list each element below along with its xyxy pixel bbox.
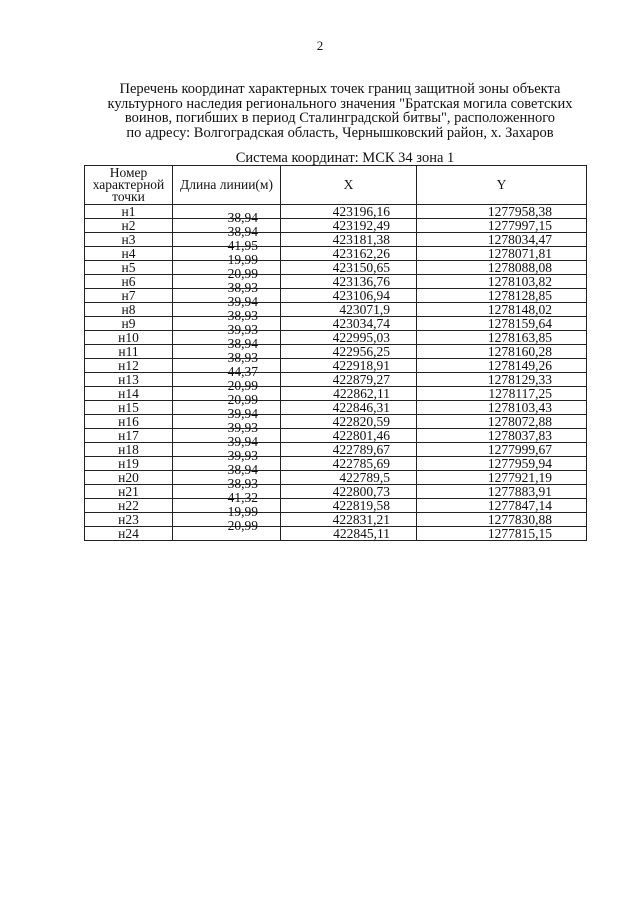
y-coordinate-cell: 1278128,85: [417, 289, 587, 303]
point-name-cell: н24: [85, 527, 173, 541]
table-row: [85, 513, 587, 527]
y-coordinate-cell: 1277959,94: [417, 457, 587, 471]
point-name-cell: н5: [85, 261, 173, 275]
header-y: Y: [417, 166, 587, 205]
line-length-cell: [173, 359, 281, 379]
x-coordinate-cell: 422846,31: [281, 401, 417, 415]
x-coordinate-cell: 422918,91: [281, 359, 417, 373]
y-coordinate-cell: 1277999,67: [417, 443, 587, 457]
x-coordinate-cell: 423192,49: [281, 219, 417, 233]
x-coordinate-cell: 422819,58: [281, 499, 417, 513]
x-coordinate-cell: 422862,11: [281, 387, 417, 401]
x-coordinate-cell: 422956,25: [281, 345, 417, 359]
line-length-value: 38,93: [227, 476, 258, 491]
x-coordinate-cell: 422801,46: [281, 429, 417, 443]
title-line: по адресу: Волгоградская область, Чернышковский район, х. Захаров: [126, 124, 554, 141]
point-name-cell: н13: [85, 373, 173, 387]
line-length-value: 20,99: [227, 518, 258, 533]
line-length-cell: [173, 513, 281, 533]
header-point-number: Номер характерной точки: [85, 166, 173, 205]
table-row: [85, 345, 587, 359]
y-coordinate-cell: 1278034,47: [417, 233, 587, 247]
line-length-value: 38,94: [227, 462, 258, 477]
x-coordinate-cell: 423196,16: [281, 205, 417, 219]
point-name-cell: н4: [85, 247, 173, 261]
x-coordinate-cell: 422820,59: [281, 415, 417, 429]
line-length-cell: [173, 527, 281, 541]
header-x: X: [281, 166, 417, 205]
y-coordinate-cell: 1277830,88: [417, 513, 587, 527]
line-length-value: 38,94: [227, 336, 258, 351]
x-coordinate-cell: 422800,73: [281, 485, 417, 499]
line-length-value: 38,93: [227, 350, 258, 365]
y-coordinate-cell: 1278071,81: [417, 247, 587, 261]
y-coordinate-cell: 1278163,85: [417, 331, 587, 345]
line-length-value: 19,99: [227, 252, 258, 267]
point-name-cell: н2: [85, 219, 173, 233]
table-row: [85, 471, 587, 485]
coordinate-system-caption: Система координат: МСК 34 зона 1: [235, 150, 455, 166]
point-name-cell: н18: [85, 443, 173, 457]
point-name-cell: н6: [85, 275, 173, 289]
table-row: [85, 527, 587, 541]
line-length-value: 38,93: [227, 308, 258, 323]
x-coordinate-cell: 423181,38: [281, 233, 417, 247]
line-length-value: 39,93: [227, 420, 258, 435]
page-number: 2: [316, 38, 324, 53]
line-length-cell: [173, 401, 281, 421]
line-length-cell: [173, 247, 281, 267]
line-length-cell: [173, 471, 281, 491]
point-name-cell: н20: [85, 471, 173, 485]
line-length-cell: [173, 317, 281, 337]
table-row: [85, 415, 587, 429]
point-name-cell: н7: [85, 289, 173, 303]
line-length-cell: [173, 373, 281, 393]
table-row: [85, 499, 587, 513]
x-coordinate-cell: 423150,65: [281, 261, 417, 275]
x-coordinate-cell: 422789,67: [281, 443, 417, 457]
point-name-cell: н10: [85, 331, 173, 345]
line-length-cell: [173, 499, 281, 519]
table-row: [85, 331, 587, 345]
point-name-cell: н22: [85, 499, 173, 513]
line-length-value: 39,93: [227, 448, 258, 463]
y-coordinate-cell: 1278159,64: [417, 317, 587, 331]
table-row: [85, 261, 587, 275]
y-coordinate-cell: 1277921,19: [417, 471, 587, 485]
line-length-value: 39,94: [227, 294, 258, 309]
y-coordinate-cell: 1278148,02: [417, 303, 587, 317]
table-row: [85, 485, 587, 499]
table-row: [85, 303, 587, 317]
line-length-cell: [173, 457, 281, 477]
title-line: воинов, погибших в период Сталинградской битвы", расположенного: [124, 110, 556, 126]
line-length-value: 38,94: [227, 224, 258, 239]
table-row: [85, 289, 587, 303]
line-length-value: 39,94: [227, 406, 258, 421]
x-coordinate-cell: 423136,76: [281, 275, 417, 289]
header-line-length: Длина линии(м): [173, 166, 281, 205]
point-name-cell: н21: [85, 485, 173, 499]
point-name-cell: н17: [85, 429, 173, 443]
point-name-cell: н9: [85, 317, 173, 331]
x-coordinate-cell: 422789,5: [281, 471, 417, 485]
table-row: [85, 205, 587, 219]
line-length-cell: [173, 233, 281, 253]
line-length-value: 41,32: [227, 490, 258, 505]
title-line: Перечень координат характерных точек границ защитной зоны объекта: [119, 81, 561, 97]
point-name-cell: н12: [85, 359, 173, 373]
line-length-cell: [173, 205, 281, 225]
line-length-value: 41,95: [227, 238, 258, 253]
x-coordinate-cell: 422785,69: [281, 457, 417, 471]
line-length-cell: [173, 261, 281, 281]
y-coordinate-cell: 1278160,28: [417, 345, 587, 359]
point-name-cell: н1: [85, 205, 173, 219]
line-length-value: 19,99: [227, 504, 258, 519]
y-coordinate-cell: 1278088,08: [417, 261, 587, 275]
line-length-cell: [173, 303, 281, 323]
coordinates-table: [84, 165, 587, 541]
line-length-value: 39,93: [227, 322, 258, 337]
x-coordinate-cell: 422831,21: [281, 513, 417, 527]
y-coordinate-cell: 1277997,15: [417, 219, 587, 233]
point-name-cell: н11: [85, 345, 173, 359]
table-row: [85, 219, 587, 233]
line-length-value: 20,99: [227, 378, 258, 393]
document-title: [90, 82, 590, 140]
point-name-cell: н3: [85, 233, 173, 247]
point-name-cell: н16: [85, 415, 173, 429]
line-length-value: 20,99: [227, 392, 258, 407]
line-length-cell: [173, 429, 281, 449]
table-row: [85, 233, 587, 247]
table-row: [85, 247, 587, 261]
x-coordinate-cell: 423071,9: [281, 303, 417, 317]
line-length-value: 44,37: [227, 364, 258, 379]
y-coordinate-cell: 1278103,43: [417, 401, 587, 415]
x-coordinate-cell: 422879,27: [281, 373, 417, 387]
y-coordinate-cell: 1278149,26: [417, 359, 587, 373]
y-coordinate-cell: 1277847,14: [417, 499, 587, 513]
y-coordinate-cell: 1278103,82: [417, 275, 587, 289]
point-name-cell: н14: [85, 387, 173, 401]
y-coordinate-cell: 1278072,88: [417, 415, 587, 429]
line-length-value: 39,94: [227, 434, 258, 449]
y-coordinate-cell: 1278117,25: [417, 387, 587, 401]
line-length-cell: [173, 331, 281, 351]
y-coordinate-cell: 1278129,33: [417, 373, 587, 387]
line-length-cell: [173, 387, 281, 407]
line-length-value: 38,93: [227, 280, 258, 295]
point-name-cell: н19: [85, 457, 173, 471]
table-row: [85, 359, 587, 373]
table-row: [85, 275, 587, 289]
line-length-value: 20,99: [227, 266, 258, 281]
line-length-value: 38,94: [227, 210, 258, 225]
line-length-cell: [173, 443, 281, 463]
line-length-cell: [173, 275, 281, 295]
y-coordinate-cell: 1277958,38: [417, 205, 587, 219]
point-name-cell: н8: [85, 303, 173, 317]
point-name-cell: н15: [85, 401, 173, 415]
table-row: [85, 317, 587, 331]
y-coordinate-cell: 1277815,15: [417, 527, 587, 541]
x-coordinate-cell: 423034,74: [281, 317, 417, 331]
line-length-cell: [173, 219, 281, 239]
point-name-cell: н23: [85, 513, 173, 527]
y-coordinate-cell: 1278037,83: [417, 429, 587, 443]
y-coordinate-cell: 1277883,91: [417, 485, 587, 499]
title-line: культурного наследия регионального значения "Братская могила советских: [107, 95, 573, 112]
table-row: [85, 401, 587, 415]
line-length-cell: [173, 485, 281, 505]
table-row: [85, 443, 587, 457]
x-coordinate-cell: 423162,26: [281, 247, 417, 261]
line-length-cell: [173, 289, 281, 309]
line-length-cell: [173, 415, 281, 435]
table-header-row: [85, 166, 587, 205]
table-body: [85, 205, 587, 541]
table-row: [85, 387, 587, 401]
x-coordinate-cell: 422845,11: [281, 527, 417, 541]
table-row: [85, 457, 587, 471]
table-row: [85, 373, 587, 387]
x-coordinate-cell: 422995,03: [281, 331, 417, 345]
x-coordinate-cell: 423106,94: [281, 289, 417, 303]
line-length-cell: [173, 345, 281, 365]
table-row: [85, 429, 587, 443]
